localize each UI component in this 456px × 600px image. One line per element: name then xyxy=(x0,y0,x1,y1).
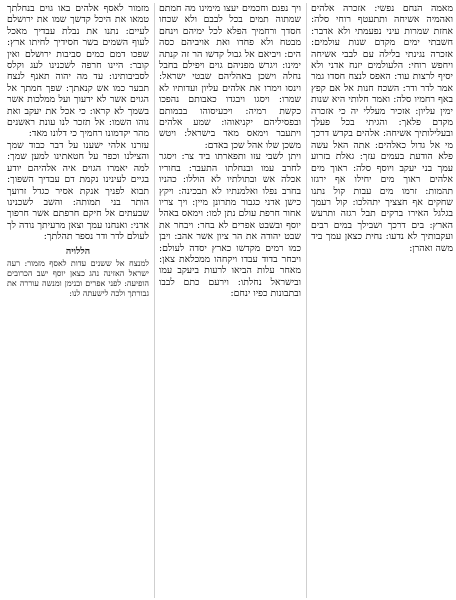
text-column-left xyxy=(3,3,149,598)
column-paragraph: מאמה הנחם נפשי: אזכרה אלהים ואהמיה אשיחה ותתעטף רוחי סלה: אחזת שמרות עיני נפעמתי ולא אדבר: חשבתי ימים מקדם שנות עולמים: אזכרה נגינתי בלילה עם לבבי אשיחה ויחפש רוחי: הלעולמים יזנח אדני ולא יסיף לרצות עוד: האפס לנצח חסדו גמר אמר לדר ודר: השכח חנות אל אם קפץ באף רחמיו סלה: ואמר חלותי היא שנות ימין עליון: אזכיר מעללי יה כי אזכרה מקדם פלאך: והגיתי בכל פעלך ובעלילותיך אשיחה: אלהים בקדש דרכך מי אל גדול כאלהים: אתה האל עשה פלא הודעת בעמים עזך: גאלת בזרוע עמך בני יעקב ויוסף סלה: ראוך מים אלהים ראוך מים יחילו אף ירגזו תהמות: זרמו מים עבות קול נתנו שחקים אף חצציך יתהלכו: קול רעמך בגלגל האירו ברקים תבל רגזה ותרעש הארץ: בים דרכך ושבילך במים רבים ועקבותיך לא נדעו: נחית כצאן עמך ביד משה ואהרן: xyxy=(311,3,453,254)
column-paragraph: עזרנו אלהי ישענו על דבר כבוד שמך והצילנו וכפר על חטאתינו למען שמך: למה יאמרו הגוים איה אלהיהם יודע בגיים לעינינו נקמת דם עבדיך השפוך: תבוא לפניך אנקת אסיר כגדל זרועך הותר בני תמותה: והשב לשכנינו שבעתים אל חיקם חרפתם אשר חרפוך אדני: ואנחנו עמך וצאן מרעיתך נודה לך לעולם לדר ודר נספר תהלתך: xyxy=(7,139,149,243)
column-paragraph: ויתן לשבי עזו ותפארתו ביד צר: ויסגר לחרב עמו ובנחלתו התעבר: בחוריו אכלה אש ובתולתיו לא הוללו: כהניו בחרב נפלו ואלמנתיו לא תבכינה: ויקץ כישן אדני כגבור מתרונן מיין: ויך צריו אחור חרפת עולם נתן למו: וימאס באהל יוסף ובשבט אפרים לא בחר: ויבחר את שבט יהודה את הר ציון אשר אהב: ויבן כמו רמים מקדשו כארץ יסדה לעולם: ויבחר בדוד עבדו ויקחהו ממכלאת צאן: מאחר עלות הביאו לרעות ביעקב עמו ובישראל נחלתו: וירעם כתם לבבו ובתבונות כפיו ינחם: xyxy=(159,151,301,300)
closing-verse: למנצח אל ששנים עדות לאסף מזמור: רעה ישראל האזינה נהג כצאן יוסף ישב הכרובים הופיעה: לפני אפרים ובנימן ומנשה עוררה את גבורתך ולכה לישעתה לנו: xyxy=(7,258,149,298)
column-paragraph: מזמור לאסף אלהים באו גוים בנחלתך טמאו את היכל קדשך שמו את ירושלם לעיים: נתנו את נבלת עבדיך מאכל לעוף השמים בשר חסידיך לחיתו ארץ: שפכו דמם כמים סביבות ירושלם ואין קובר: היינו חרפה לשכנינו לעג וקלס לסביבותינו: עד מה יהוה תאנף לנצח תבער כמו אש קנאתך: שפך חמתך אל הגוים אשר לא ידעוך ועל ממלכות אשר בשמך לא קראו: כי אכל את יעקב ואת נוהו השמו: אל תזכר לנו עונת ראשנים מהר יקדמונו רחמיך כי דלונו מאד: xyxy=(7,3,149,140)
text-column-middle xyxy=(154,3,301,598)
column-paragraph: ויך נפגם וחכמים יעצו מימינו מה חמתם שמתוה תמים בכל לבבם ולא שכחו חסדך ורחמיך הפלא לכל ימיהם וינחם מבטח ולא פחדו ואת אויביהם כסה הים: ויביאם אל גבול קדשו הר זה קנתה ימינו: ויגרש מפניהם גוים ויפילם בחבל נחלה וישכן באהליהם שבטי ישראל: וינסו וימרו את אלהים עליון ועדותיו לא שמרו: ויסגו ויבגדו כאבותם נהפכו כקשת רמיה: ויכעיסוהו בבמותם ובפסיליהם יקניאוהו: שמע אלהים ויתעבר וימאס מאד בישראל: ויטש משכן שלו אהל שכן באדם: xyxy=(159,3,301,151)
text-column-right xyxy=(306,3,453,598)
section-heading: הללויה xyxy=(65,245,91,257)
